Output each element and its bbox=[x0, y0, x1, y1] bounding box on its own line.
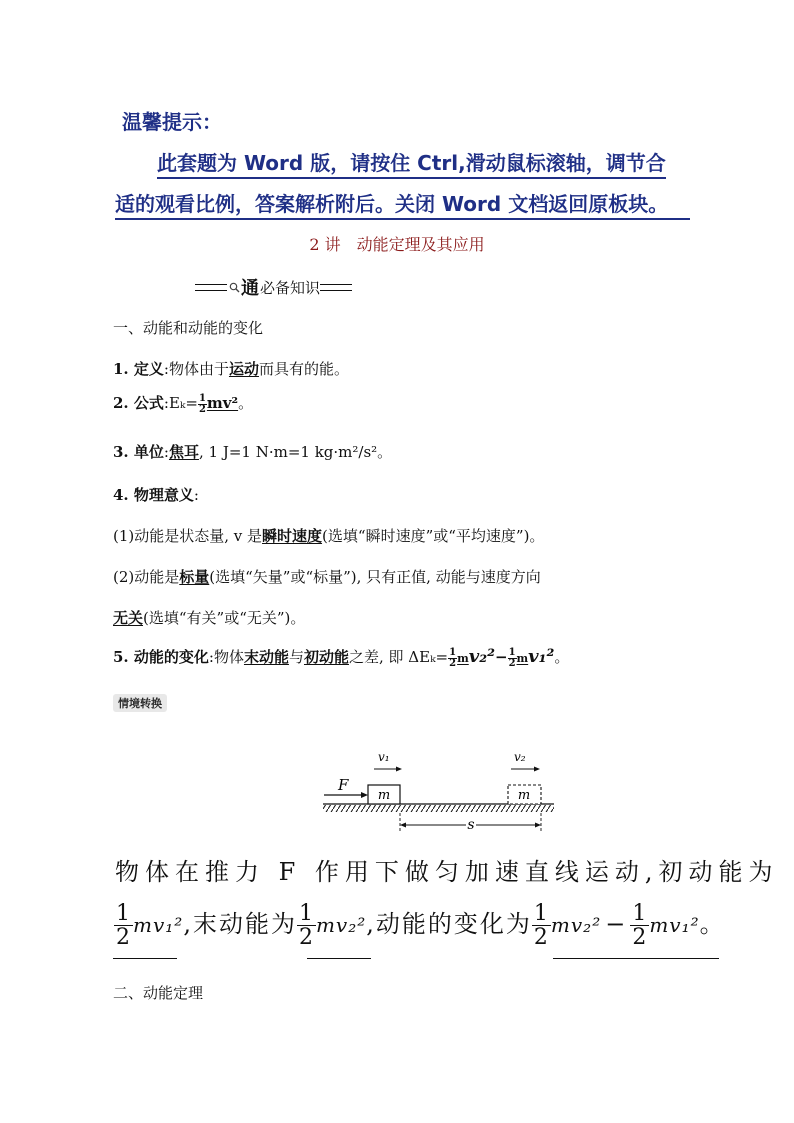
item-meaning-2: (2)动能是标量(选填“矢量”或“标量”), 只有正值, 动能与速度方向 bbox=[113, 568, 541, 586]
item-unit: 3. 单位:焦耳, 1 J=1 N·m=1 kg·m²/s²。 bbox=[113, 443, 393, 461]
velocity-label-start: v₁ bbox=[378, 750, 390, 764]
section2-heading: 二、动能定理 bbox=[113, 984, 204, 1002]
banner-label: 必备知识 bbox=[260, 278, 321, 297]
answer-blank: 末动能 bbox=[243, 648, 289, 666]
magnifier-icon bbox=[229, 282, 240, 293]
force-arrow-head bbox=[361, 792, 368, 798]
section1-heading: 一、动能和动能的变化 bbox=[113, 319, 264, 337]
distance-arrow-right bbox=[535, 823, 541, 828]
mass-label-start: m bbox=[377, 788, 391, 803]
velocity-label-end: v₂ bbox=[514, 750, 526, 764]
velocity-arrow-start-head bbox=[396, 767, 402, 772]
answer-blank: 焦耳 bbox=[168, 443, 199, 461]
notice-title: 温馨提示： bbox=[122, 110, 222, 134]
answer-blank: 初动能 bbox=[303, 648, 349, 666]
lecture-title bbox=[0, 232, 794, 255]
answer-blank: mv² bbox=[206, 394, 239, 412]
ground-hatch bbox=[323, 805, 554, 812]
answer-blank: 瞬时速度 bbox=[262, 527, 323, 545]
item-meaning-1: (1)动能是状态量, v 是瞬时速度(选填“瞬时速度”或“平均速度”)。 bbox=[113, 527, 545, 545]
answer-underline-2 bbox=[307, 958, 371, 959]
tong-icon: 通 bbox=[241, 278, 259, 299]
mass-label-end: m bbox=[517, 788, 531, 803]
scenario-line-1: 物体在推力 F 作用下做匀加速直线运动,初动能为 bbox=[115, 858, 779, 886]
velocity-arrow-end-head bbox=[534, 767, 540, 772]
scenario-tag: 情境转换 bbox=[113, 694, 167, 712]
distance-label: s bbox=[467, 817, 475, 833]
answer-blank: 无关 bbox=[113, 609, 144, 627]
banner-left-rule bbox=[195, 284, 227, 291]
force-label: F bbox=[338, 776, 349, 794]
fraction: $\frac{1}{2}$ bbox=[298, 901, 314, 951]
fraction: $\frac{1}{2}$ bbox=[198, 392, 206, 415]
answer-underline-1 bbox=[113, 958, 177, 959]
item-meaning-3: 无关(选填“有关”或“无关”)。 bbox=[113, 609, 306, 627]
item-ke-change: 5. 动能的变化:物体末动能与初动能之差, 即 ΔEₖ= $\frac{1}{2}$ mv₂²− $\frac{1}{2}$ mv₁²。 bbox=[113, 646, 570, 669]
distance-arrow-left bbox=[400, 823, 406, 828]
notice-line-1: 此套题为 Word 版，请按住 Ctrl,滑动鼠标滚轴，调节合 bbox=[157, 147, 666, 179]
physics-diagram bbox=[318, 745, 558, 835]
notice-line-2: 适的观看比例，答案解析附后。关闭 Word 文档返回原板块。 bbox=[115, 188, 690, 220]
item-meaning: 4. 物理意义: bbox=[113, 486, 199, 504]
answer-underline-3 bbox=[553, 958, 719, 959]
fraction: $\frac{1}{2}$ bbox=[508, 646, 516, 669]
section-banner bbox=[195, 274, 352, 300]
fraction: $\frac{1}{2}$ bbox=[632, 901, 648, 951]
fraction: $\frac{1}{2}$ bbox=[533, 901, 549, 951]
lecture-name: 动能定理及其应用 bbox=[356, 235, 485, 254]
fraction: $\frac{1}{2}$ bbox=[116, 901, 131, 951]
answer-blank: 运动 bbox=[228, 360, 259, 378]
scenario-line-2: $\frac{1}{2}$ mv₁²,末动能为 $\frac{1}{2}$ mv₂²,动能的变化为 $\frac{1}{2}$ mv₂² − $\frac{1}{2}$ mv₁²。 bbox=[116, 901, 725, 951]
item-formula: 2. 公式:Eₖ= $\frac{1}{2}$ mv²。 bbox=[113, 392, 254, 415]
fraction: $\frac{1}{2}$ bbox=[449, 646, 457, 669]
item-definition: 1. 定义:物体由于运动而具有的能。 bbox=[113, 360, 349, 378]
answer-blank: 标量 bbox=[179, 568, 210, 586]
banner-right-rule bbox=[320, 284, 352, 291]
lecture-number: 2 讲 bbox=[309, 235, 341, 254]
